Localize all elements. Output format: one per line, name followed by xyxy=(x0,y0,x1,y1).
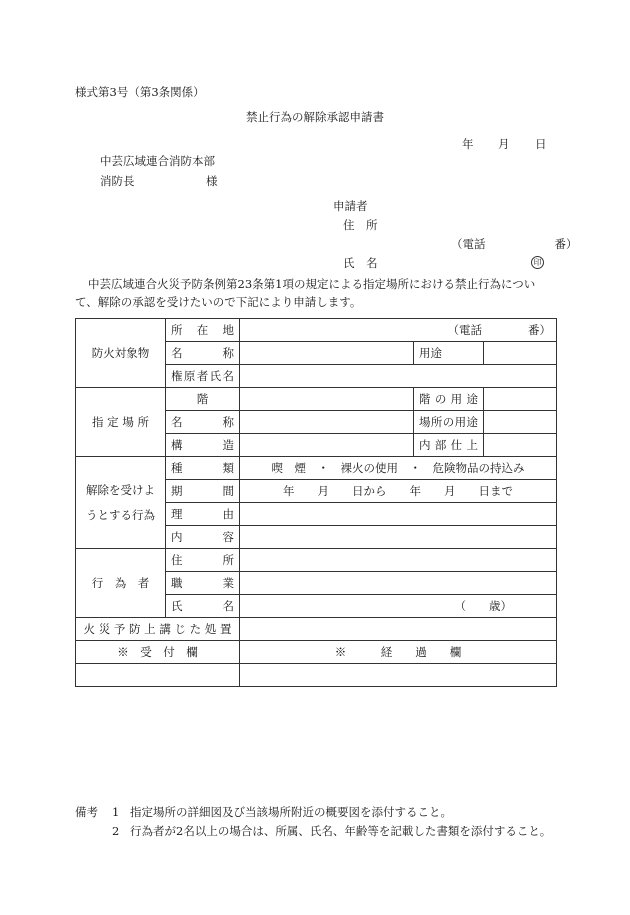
table-row xyxy=(76,457,557,480)
use-field[interactable] xyxy=(484,342,557,365)
applicant-address-label: 住 所 xyxy=(343,218,378,232)
seal-icon: 印 xyxy=(531,256,544,269)
form-number: 様式第3号（第3条関係） xyxy=(75,85,205,99)
place-use-label: 場所の用途 xyxy=(414,411,484,434)
table-row xyxy=(76,549,557,572)
floor-label: 階 xyxy=(166,388,240,411)
addressee-chief: 消防長 xyxy=(100,174,135,188)
date-day: 日 xyxy=(535,137,547,151)
floor-use-label: 階 の 用 途 xyxy=(414,388,484,411)
addressee-org: 中芸広域連合消防本部 xyxy=(100,154,215,168)
owner-field[interactable] xyxy=(240,365,557,388)
table-row xyxy=(76,388,557,411)
reason-label: 理 由 xyxy=(166,503,240,526)
application-form-table xyxy=(75,318,557,687)
interior-field[interactable] xyxy=(484,434,557,457)
period-field[interactable]: 年 月 日から 年 月 日まで xyxy=(240,480,557,503)
actor-age-label: （ 歳） xyxy=(454,599,513,613)
progress-header: ※ 経 過 欄 xyxy=(240,641,557,664)
content-label: 内 容 xyxy=(166,526,240,549)
progress-field xyxy=(240,664,557,687)
location-label: 所 在 地 xyxy=(166,319,240,342)
table-row xyxy=(76,319,557,342)
location-field[interactable] xyxy=(240,319,557,342)
actor-occupation-field[interactable] xyxy=(240,572,557,595)
period-label: 期 間 xyxy=(166,480,240,503)
actor-address-field[interactable] xyxy=(240,549,557,572)
content-field[interactable] xyxy=(240,526,557,549)
floor-use-field[interactable] xyxy=(484,388,557,411)
table-row xyxy=(76,641,557,664)
applicant-name-label: 氏 名 xyxy=(343,256,378,270)
applicant-phone-label: （電話 番） xyxy=(451,237,578,251)
place-name-field[interactable] xyxy=(240,411,414,434)
reason-field[interactable] xyxy=(240,503,557,526)
kind-options[interactable]: 喫 煙 ・ 裸火の使用 ・ 危険物品の持込み xyxy=(240,457,557,480)
fire-target-name-label: 名 称 xyxy=(166,342,240,365)
fire-target-label: 防火対象物 xyxy=(76,319,166,388)
structure-label: 構 造 xyxy=(166,434,240,457)
fire-measures-label: 火 災 予 防 上 講 じ た 処 置 xyxy=(76,618,240,641)
reception-field xyxy=(76,664,240,687)
reception-header: ※ 受 付 欄 xyxy=(76,641,240,664)
designated-place-label: 指 定 場 所 xyxy=(76,388,166,457)
structure-field[interactable] xyxy=(240,434,414,457)
seal-mark xyxy=(531,256,544,269)
table-row xyxy=(76,618,557,641)
date-year: 年 xyxy=(462,137,474,151)
body-text-line1: 中芸広域連合火災予防条例第23条第1項の規定による指定場所における禁止行為につい xyxy=(88,277,536,291)
note-1-number: 1 xyxy=(112,805,120,819)
note-2-number: 2 xyxy=(112,824,120,838)
note-1-text: 指定場所の詳細図及び当該場所附近の概要図を添付すること。 xyxy=(130,805,452,819)
actor-name-label: 氏 名 xyxy=(166,595,240,618)
location-phone-label: （電話 番） xyxy=(447,323,552,337)
table-row xyxy=(76,664,557,687)
release-label-line2: うとする行為 xyxy=(86,507,155,522)
actor-label: 行 為 者 xyxy=(76,549,166,618)
body-text-line2: て、解除の承認を受けたいので下記により申請します。 xyxy=(75,295,362,309)
interior-label: 内 部 仕 上 xyxy=(414,434,484,457)
document-title: 禁止行為の解除承認申請書 xyxy=(246,110,384,124)
date-month: 月 xyxy=(498,137,510,151)
release-action-label xyxy=(76,457,166,549)
release-label-line1: 解除を受けよ xyxy=(86,483,155,498)
place-use-field[interactable] xyxy=(484,411,557,434)
notes-prefix: 備考 xyxy=(75,805,98,819)
owner-label: 権原者氏名 xyxy=(166,365,240,388)
use-label: 用途 xyxy=(414,342,484,365)
place-name-label: 名 称 xyxy=(166,411,240,434)
addressee-honorific: 様 xyxy=(206,174,218,188)
actor-address-label: 住 所 xyxy=(166,549,240,572)
note-2-text: 行為者が2名以上の場合は、所属、氏名、年齢等を記載した書類を添付すること。 xyxy=(130,824,552,838)
kind-label: 種 類 xyxy=(166,457,240,480)
floor-field[interactable] xyxy=(240,388,414,411)
applicant-label: 申請者 xyxy=(333,199,368,213)
fire-target-name-field[interactable] xyxy=(240,342,414,365)
fire-measures-field[interactable] xyxy=(240,618,557,641)
actor-occupation-label: 職 業 xyxy=(166,572,240,595)
actor-name-field[interactable] xyxy=(240,595,557,618)
